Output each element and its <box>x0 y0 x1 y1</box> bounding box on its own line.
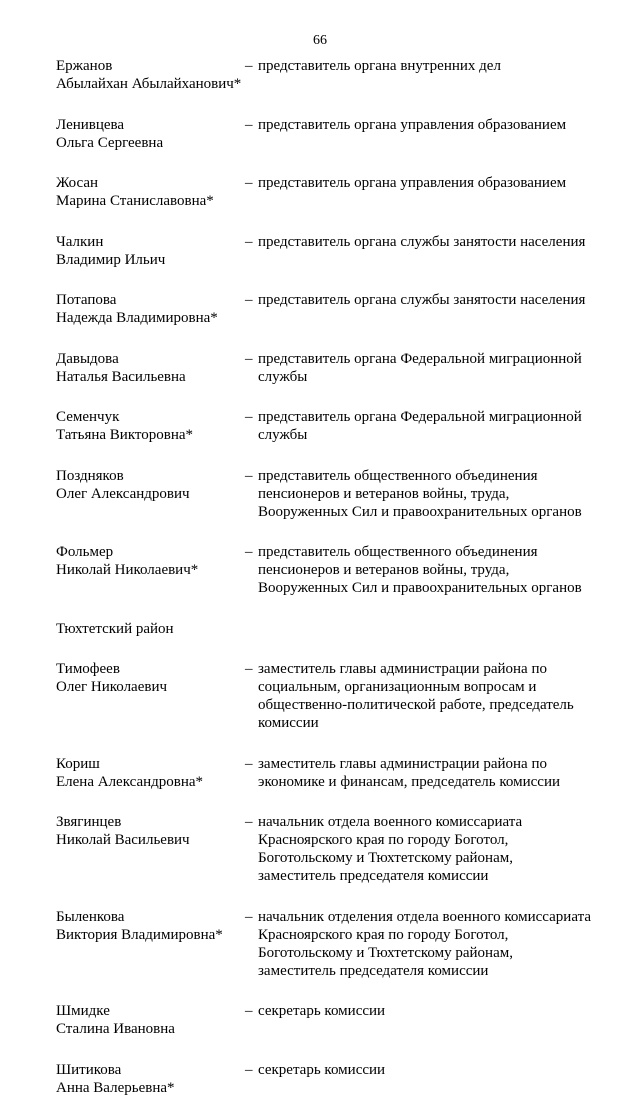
dash: – <box>245 1003 253 1019</box>
dash: – <box>245 58 253 74</box>
member-surname: Поздняков <box>56 467 124 484</box>
member-name <box>56 291 245 327</box>
dash: – <box>245 409 253 425</box>
member-given-names: Николай Николаевич* <box>56 562 199 578</box>
commission-members-list <box>56 57 616 1097</box>
member-role <box>245 755 616 791</box>
dash: – <box>245 755 253 772</box>
member-given-names: Елена Александровна* <box>56 773 204 790</box>
member-role-text: начальник отделения отдела военного комиссариата Красноярского края по городу Боготол, Боготольскому и Тюхтетскому районам, заместитель председателя комиссии <box>258 908 591 979</box>
member-given-names: Сталина Ивановна <box>56 1021 175 1037</box>
member-entry <box>56 467 616 521</box>
member-name <box>56 1002 245 1038</box>
dash: – <box>245 544 253 560</box>
member-surname: Фольмер <box>56 544 114 560</box>
member-role <box>245 408 616 444</box>
member-given-names: Анна Валерьевна* <box>56 1079 175 1096</box>
member-given-names: Татьяна Викторовна* <box>56 427 194 443</box>
member-entry <box>56 1002 616 1038</box>
member-name <box>56 755 245 791</box>
member-role <box>245 1002 616 1020</box>
member-name <box>56 908 245 944</box>
dash: – <box>245 175 253 191</box>
member-role <box>245 908 616 980</box>
member-entry <box>56 755 616 791</box>
member-role <box>245 57 616 75</box>
member-entry <box>56 116 616 152</box>
member-role <box>245 116 616 134</box>
dash: – <box>245 233 253 250</box>
member-name <box>56 660 245 696</box>
member-surname: Ержанов <box>56 58 113 74</box>
member-surname: Чалкин <box>56 233 104 250</box>
member-entry <box>56 291 616 327</box>
member-role-text: секретарь комиссии <box>258 1061 386 1078</box>
member-role <box>245 350 616 386</box>
member-role-text: представитель органа Федеральной миграционной службы <box>258 409 582 443</box>
member-name <box>56 174 245 210</box>
member-role <box>245 291 616 309</box>
member-name <box>56 350 245 386</box>
dash: – <box>245 467 253 484</box>
member-role-text: представитель общественного объединения пенсионеров и ветеранов войны, труда, Вооруженных Сил и правоохранительных органов <box>258 544 582 596</box>
member-role <box>245 543 616 597</box>
dash: – <box>245 908 253 925</box>
member-entry <box>56 174 616 210</box>
member-entry <box>56 660 616 732</box>
member-given-names: Надежда Владимировна* <box>56 310 218 326</box>
member-role-text: представитель органа управления образованием <box>258 116 567 133</box>
member-given-names: Николай Васильевич <box>56 832 190 848</box>
member-name <box>56 1061 245 1097</box>
dash: – <box>245 350 253 367</box>
member-given-names: Абылайхан Абылайханович* <box>56 76 242 92</box>
member-name <box>56 57 245 93</box>
member-given-names: Виктория Владимировна* <box>56 926 223 943</box>
member-name <box>56 408 245 444</box>
member-entry <box>56 813 616 885</box>
member-given-names: Владимир Ильич <box>56 251 166 268</box>
member-given-names: Марина Станиславовна* <box>56 193 214 209</box>
member-role-text: представитель органа службы занятости населения <box>258 292 586 308</box>
member-surname: Ленивцева <box>56 116 125 133</box>
member-given-names: Наталья Васильевна <box>56 368 186 385</box>
member-role <box>245 174 616 192</box>
member-surname: Шитикова <box>56 1061 122 1078</box>
member-role-text: представитель общественного объединения пенсионеров и ветеранов войны, труда, Вооруженных Сил и правоохранительных органов <box>258 467 582 520</box>
member-name <box>56 116 245 152</box>
member-given-names: Олег Николаевич <box>56 679 168 695</box>
member-entry <box>56 57 616 93</box>
page-number: 66 <box>313 33 327 48</box>
member-name <box>56 233 245 269</box>
member-name <box>56 543 245 579</box>
member-surname: Семенчук <box>56 409 120 425</box>
member-role-text: представитель органа службы занятости населения <box>258 233 586 250</box>
dash: – <box>245 814 253 830</box>
member-surname: Кориш <box>56 755 100 772</box>
dash: – <box>245 661 253 677</box>
member-entry <box>56 408 616 444</box>
member-surname: Быленкова <box>56 908 125 925</box>
member-role-text: представитель органа управления образованием <box>258 175 567 191</box>
member-name <box>56 467 245 503</box>
section-heading: Тюхтетский район <box>56 620 174 637</box>
dash: – <box>245 116 253 133</box>
member-role-text: секретарь комиссии <box>258 1003 386 1019</box>
member-surname: Жосан <box>56 175 99 191</box>
member-role <box>245 233 616 251</box>
member-given-names: Олег Александрович <box>56 485 190 502</box>
member-entry <box>56 233 616 269</box>
member-role-text: заместитель главы администрации района по экономике и финансам, председатель комиссии <box>258 755 561 790</box>
member-role <box>245 467 616 521</box>
member-role <box>245 813 616 885</box>
member-role <box>245 660 616 732</box>
member-surname: Давыдова <box>56 350 119 367</box>
member-entry <box>56 1061 616 1097</box>
member-role-text: представитель органа внутренних дел <box>258 58 501 74</box>
member-entry <box>56 543 616 597</box>
member-role <box>245 1061 616 1079</box>
member-entry <box>56 908 616 980</box>
member-role-text: начальник отдела военного комиссариата Красноярского края по городу Боготол, Боготольскому и Тюхтетскому районам, заместитель председателя комиссии <box>258 814 523 884</box>
member-surname: Потапова <box>56 292 117 308</box>
member-surname: Шмидке <box>56 1003 110 1019</box>
dash: – <box>245 292 253 308</box>
member-entry <box>56 350 616 386</box>
member-surname: Звягинцев <box>56 814 122 830</box>
member-role-text: представитель органа Федеральной миграционной службы <box>258 350 582 385</box>
member-name <box>56 813 245 849</box>
member-role-text: заместитель главы администрации района по социальным, организационным вопросам и общественно-политической работе, председатель комиссии <box>258 661 574 731</box>
member-given-names: Ольга Сергеевна <box>56 134 164 151</box>
dash: – <box>245 1061 253 1078</box>
member-surname: Тимофеев <box>56 661 120 677</box>
